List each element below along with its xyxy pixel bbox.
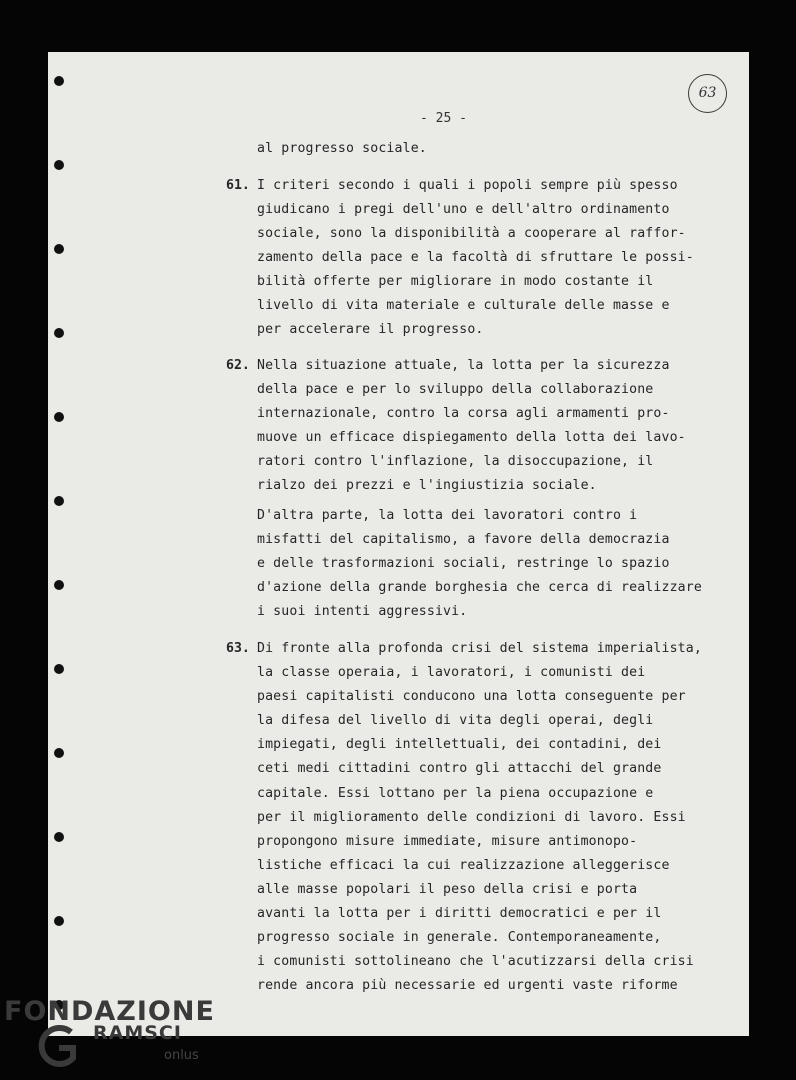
text-line: rende ancora più necessarie ed urgenti vaste riforme (257, 978, 678, 993)
punch-hole (54, 160, 64, 170)
text-line: I criteri secondo i quali i popoli sempre più spesso (257, 178, 678, 193)
text-line: zamento della pace e la facoltà di sfruttare le possi- (257, 250, 694, 265)
watermark-text: FONDAZIONE (4, 996, 215, 1027)
text-line: rialzo dei prezzi e l'ingiustizia sociale. (257, 478, 597, 493)
paragraph-number: 62. (226, 358, 250, 373)
text-line: ceti medi cittadini contro gli attacchi del grande (257, 761, 662, 776)
text-line: paesi capitalisti conducono una lotta conseguente per (257, 689, 686, 704)
text-line: ratori contro l'inflazione, la disoccupazione, il (257, 454, 654, 469)
text-line: listiche efficaci la cui realizzazione alleggerisce (257, 858, 670, 873)
punch-hole (54, 328, 64, 338)
text-line: progresso sociale in generale. Contemporaneamente, (257, 930, 662, 945)
punch-hole (54, 244, 64, 254)
text-line: propongono misure immediate, misure antimonopo- (257, 834, 638, 849)
text-line: e delle trasformazioni sociali, restringe lo spazio (257, 556, 670, 571)
text-line: avanti la lotta per i diritti democratici e per il (257, 906, 662, 921)
text-line: capitale. Essi lottano per la piena occupazione e (257, 786, 654, 801)
punch-hole (54, 748, 64, 758)
text-line: Nella situazione attuale, la lotta per la sicurezza (257, 358, 670, 373)
text-line: per accelerare il progresso. (257, 322, 484, 337)
text-line: misfatti del capitalismo, a favore della democrazia (257, 532, 670, 547)
text-line: sociale, sono la disponibilità a cooperare al raffor- (257, 226, 686, 241)
text-line: impiegati, degli intellettuali, dei contadini, dei (257, 737, 662, 752)
text-line: livello di vita materiale e culturale delle masse e (257, 298, 670, 313)
text-line: per il miglioramento delle condizioni di lavoro. Essi (257, 810, 686, 825)
paragraph-number: 63. (226, 641, 250, 656)
punch-hole (54, 832, 64, 842)
punch-hole (54, 412, 64, 422)
punch-hole (54, 664, 64, 674)
paragraph-number: 61. (226, 178, 250, 193)
text-line: i suoi intenti aggressivi. (257, 604, 468, 619)
watermark-text: RAMSCI (93, 1022, 182, 1044)
punch-hole (54, 916, 64, 926)
text-line: muove un efficace dispiegamento della lotta dei lavo- (257, 430, 686, 445)
punch-hole (54, 496, 64, 506)
text-line: bilità offerte per migliorare in modo costante il (257, 274, 654, 289)
text-line: D'altra parte, la lotta dei lavoratori contro i (257, 508, 638, 523)
text-line: la classe operaia, i lavoratori, i comunisti dei (257, 665, 646, 680)
watermark-g-icon (33, 1020, 81, 1070)
archive-stamp: 63 (688, 74, 727, 113)
text-line: internazionale, contro la corsa agli armamenti pro- (257, 406, 670, 421)
text-line: alle masse popolari il peso della crisi e porta (257, 882, 638, 897)
text-line: la difesa del livello di vita degli operai, degli (257, 713, 654, 728)
text-line: giudicano i pregi dell'uno e dell'altro ordinamento (257, 202, 670, 217)
text-line: della pace e per lo sviluppo della collaborazione (257, 382, 654, 397)
text-line: Di fronte alla profonda crisi del sistema imperialista, (257, 641, 702, 656)
text-line: i comunisti sottolineano che l'acutizzarsi della crisi (257, 954, 694, 969)
continuation-line: al progresso sociale. (257, 141, 427, 156)
watermark-text: onlus (164, 1048, 199, 1063)
punch-hole (54, 76, 64, 86)
page-number: - 25 - (420, 111, 467, 126)
text-line: d'azione della grande borghesia che cerca di realizzare (257, 580, 702, 595)
punch-hole (54, 580, 64, 590)
